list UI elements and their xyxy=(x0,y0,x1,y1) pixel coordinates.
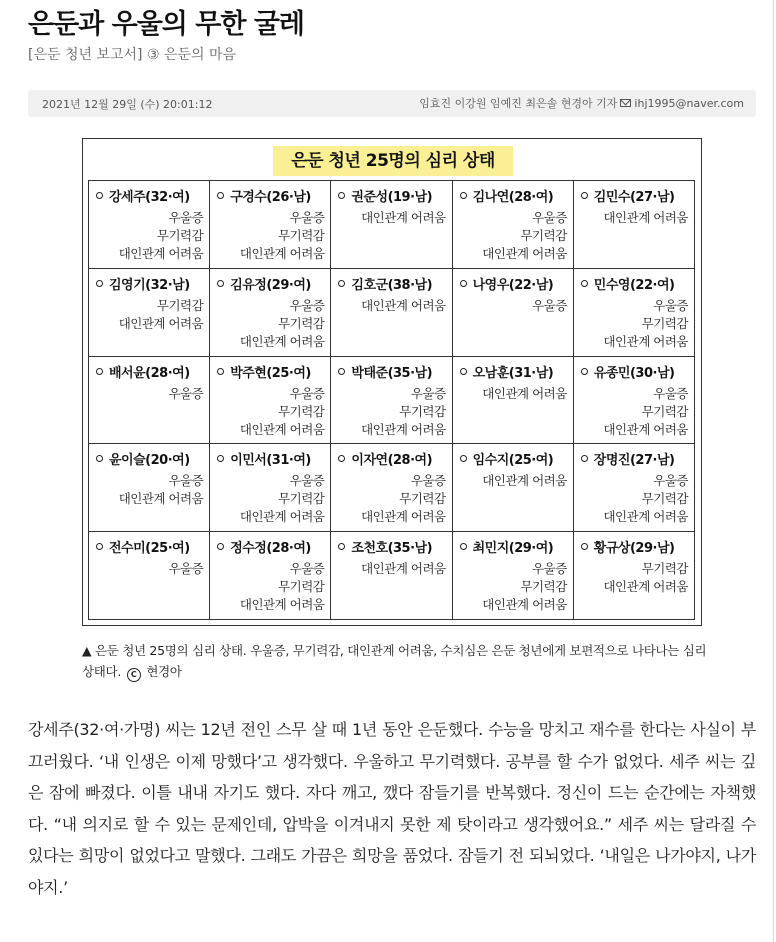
symptom-item: 대인관계 어려움 xyxy=(482,473,567,489)
person-name xyxy=(215,537,324,556)
person-cell xyxy=(89,357,210,445)
symptom-list xyxy=(336,472,445,526)
person-name xyxy=(336,274,445,293)
person-name-text: 박태준(35·남) xyxy=(351,365,433,381)
article-subtitle: [은둔 청년 보고서] ③ 은둔의 마음 xyxy=(28,47,237,63)
symptom-item: 대인관계 어려움 xyxy=(118,246,204,261)
symptom-item: 우울증 xyxy=(532,210,567,225)
figure-title: 은둔 청년 25명의 심리 상태 xyxy=(273,146,513,176)
symptom-item: 대인관계 어려움 xyxy=(361,509,446,525)
symptom-item: 우울증 xyxy=(289,473,325,489)
symptom-list xyxy=(94,560,203,578)
symptom-item: 우울증 xyxy=(289,297,325,313)
person-name-text: 나영우(22·남) xyxy=(472,277,554,293)
bullet-icon xyxy=(217,368,224,375)
symptom-item: 대인관계 어려움 xyxy=(239,509,325,525)
symptom-item: 우울증 xyxy=(532,297,567,313)
person-name xyxy=(94,537,203,556)
symptom-item: 우울증 xyxy=(653,385,688,401)
person-cell xyxy=(453,357,574,445)
bullet-icon xyxy=(338,280,345,287)
bullet-icon xyxy=(96,368,103,375)
symptom-item: 우울증 xyxy=(289,210,325,225)
person-name-text: 김민수(27·남) xyxy=(593,190,675,205)
person-name-text: 오남훈(31·남) xyxy=(472,365,554,381)
person-name xyxy=(215,274,324,293)
person-name-text: 임수지(25·여) xyxy=(472,453,554,469)
person-name xyxy=(458,537,567,556)
symptom-item: 우울증 xyxy=(532,561,567,577)
symptom-item: 무기력감 xyxy=(278,579,325,595)
person-cell xyxy=(453,181,574,269)
person-name xyxy=(94,449,203,468)
psych-state-figure xyxy=(82,138,702,626)
person-name xyxy=(336,449,445,468)
symptom-item: 우울증 xyxy=(653,297,688,313)
bullet-icon xyxy=(96,455,103,462)
psych-state-grid xyxy=(88,180,695,620)
reporter-email[interactable]: ihj1995@naver.com xyxy=(634,96,744,110)
person-name xyxy=(458,362,567,381)
person-name xyxy=(458,274,567,293)
symptom-item: 대인관계 어려움 xyxy=(482,597,567,613)
byline xyxy=(419,95,744,111)
symptom-item: 무기력감 xyxy=(278,315,325,331)
person-cell xyxy=(331,181,452,269)
person-name xyxy=(579,537,688,556)
symptom-item: 대인관계 어려움 xyxy=(482,246,567,261)
person-cell xyxy=(89,444,210,532)
bullet-icon xyxy=(96,543,103,550)
symptom-item: 무기력감 xyxy=(156,297,204,313)
symptom-list xyxy=(336,560,445,578)
bullet-icon xyxy=(460,192,467,199)
symptom-item: 무기력감 xyxy=(641,315,688,331)
person-cell xyxy=(574,181,695,269)
person-name-text: 강세주(32·여) xyxy=(109,190,190,205)
person-name-text: 최민지(29·여) xyxy=(472,541,554,557)
symptom-item: 대인관계 어려움 xyxy=(603,210,688,225)
bullet-icon xyxy=(217,192,224,199)
symptom-list xyxy=(215,560,324,614)
person-cell xyxy=(574,269,695,357)
publish-date: 2021년 12월 29일 (수) 20:01:12 xyxy=(42,98,213,111)
person-cell xyxy=(453,269,574,357)
symptom-item: 무기력감 xyxy=(278,403,325,419)
symptom-item: 대인관계 어려움 xyxy=(482,385,567,401)
bullet-icon xyxy=(460,543,467,550)
person-name-text: 정수정(28·여) xyxy=(230,541,311,557)
symptom-item: 우울증 xyxy=(168,385,204,401)
person-name xyxy=(215,362,324,381)
person-cell xyxy=(574,444,695,532)
person-name xyxy=(458,186,567,205)
symptom-item: 무기력감 xyxy=(641,491,688,507)
symptom-item: 대인관계 어려움 xyxy=(239,597,325,613)
person-name-text: 권준성(19·남) xyxy=(351,190,433,205)
person-name-text: 장명진(27·남) xyxy=(593,453,675,469)
person-cell xyxy=(89,181,210,269)
person-name xyxy=(336,362,445,381)
symptom-item: 무기력감 xyxy=(399,491,446,507)
person-name xyxy=(215,449,324,468)
person-name-text: 배서윤(28·여) xyxy=(109,365,190,381)
bullet-icon xyxy=(460,368,467,375)
bullet-icon xyxy=(338,455,345,462)
person-cell xyxy=(331,444,452,532)
symptom-item: 대인관계 어려움 xyxy=(361,561,446,577)
person-cell xyxy=(210,444,331,532)
bullet-icon xyxy=(581,280,588,287)
symptom-item: 무기력감 xyxy=(399,403,446,419)
bullet-icon xyxy=(581,455,588,462)
bullet-icon xyxy=(338,543,345,550)
symptom-list xyxy=(579,385,688,439)
copyright-icon: C xyxy=(127,668,141,682)
bullet-icon xyxy=(338,192,345,199)
person-name xyxy=(336,186,445,205)
symptom-item: 대인관계 어려움 xyxy=(361,421,446,437)
person-name-text: 이민서(31·여) xyxy=(230,453,311,469)
person-cell xyxy=(210,269,331,357)
symptom-item: 대인관계 어려움 xyxy=(361,297,446,313)
symptom-list xyxy=(215,297,324,351)
bullet-icon xyxy=(96,280,103,287)
symptom-list xyxy=(336,297,445,315)
symptom-list xyxy=(458,297,567,315)
symptom-list xyxy=(94,472,203,508)
person-name-text: 전수미(25·여) xyxy=(109,541,190,557)
symptom-list xyxy=(94,297,203,333)
person-cell xyxy=(210,357,331,445)
figure-caption xyxy=(82,640,708,682)
symptom-item: 대인관계 어려움 xyxy=(118,491,204,507)
person-name xyxy=(579,362,688,381)
symptom-list xyxy=(336,209,445,227)
bullet-icon xyxy=(338,368,345,375)
symptom-list xyxy=(579,297,688,351)
symptom-item: 우울증 xyxy=(168,210,204,225)
bullet-icon xyxy=(460,455,467,462)
symptom-item: 대인관계 어려움 xyxy=(603,579,688,595)
bullet-icon xyxy=(96,192,103,199)
symptom-item: 대인관계 어려움 xyxy=(118,315,204,331)
person-cell xyxy=(453,444,574,532)
symptom-item: 우울증 xyxy=(410,385,446,401)
person-cell xyxy=(574,532,695,620)
person-name-text: 김호군(38·남) xyxy=(351,277,433,293)
person-name-text: 박주현(25·여) xyxy=(230,365,311,381)
person-name xyxy=(336,537,445,556)
person-cell xyxy=(89,532,210,620)
person-cell xyxy=(331,269,452,357)
symptom-item: 무기력감 xyxy=(278,491,325,507)
bullet-icon xyxy=(217,543,224,550)
person-name-text: 민수영(22·여) xyxy=(593,277,675,293)
symptom-item: 무기력감 xyxy=(641,403,688,419)
article-meta-bar xyxy=(28,90,756,117)
symptom-list xyxy=(579,209,688,227)
person-name xyxy=(579,274,688,293)
person-name xyxy=(579,449,688,468)
person-name-text: 유종민(30·남) xyxy=(593,365,675,381)
symptom-item: 우울증 xyxy=(289,561,325,577)
person-name-text: 황규상(29·남) xyxy=(593,541,675,557)
symptom-item: 무기력감 xyxy=(520,579,567,595)
symptom-item: 우울증 xyxy=(653,473,688,489)
photo-credit: 현경아 xyxy=(146,664,182,679)
bullet-icon xyxy=(581,192,588,199)
symptom-item: 대인관계 어려움 xyxy=(603,509,688,525)
symptom-item: 무기력감 xyxy=(641,561,688,577)
symptom-list xyxy=(579,560,688,596)
person-cell xyxy=(331,357,452,445)
symptom-item: 대인관계 어려움 xyxy=(603,421,688,437)
symptom-item: 우울증 xyxy=(168,561,204,577)
person-name-text: 이자연(28·여) xyxy=(351,453,433,469)
symptom-item: 무기력감 xyxy=(520,228,567,243)
person-name-text: 김유정(29·여) xyxy=(230,277,311,293)
article-body: 강세주(32·여·가명) 씨는 12년 전인 스무 살 때 1년 동안 은둔했다. 수능을 망치고 재수를 한다는 사실이 부끄러웠다. ‘내 인생은 이제 망했다’고 생각했다. 우울하고 무기력했다. 공부를 할 수가 없었다. 세주 씨는 깊은 잠에 빠졌다. 이틀 내내 자기도 했다. 자다 깨고, 깼다 잠들기를 반복했다. 정신이 드는 순간에는 자책했다. “내 의지로 할 수 있는 문제인데, 압박을 이겨내지 못한 제 탓이라고 생각했어요.” 세주 씨는 달라질 수 있다는 희망이 없었다고 말했다. 그래도 가끔은 희망을 품었다. 잠들기 전 되뇌었다. ‘내일은 나가야지, 나가야지.’ xyxy=(28,720,756,897)
person-name-text: 구경수(26·남) xyxy=(230,190,311,205)
symptom-list xyxy=(336,385,445,439)
person-name-text: 김영기(32·남) xyxy=(109,277,190,293)
symptom-item: 대인관계 어려움 xyxy=(361,210,446,225)
reporter-names: 임효진 이강원 임예진 최은솔 현경아 기자 xyxy=(419,97,618,110)
person-name xyxy=(94,186,203,205)
symptom-list xyxy=(215,385,324,439)
bullet-icon xyxy=(217,280,224,287)
symptom-item: 대인관계 어려움 xyxy=(239,246,325,261)
bullet-icon xyxy=(581,543,588,550)
symptom-list xyxy=(458,560,567,614)
person-name xyxy=(94,274,203,293)
bullet-icon xyxy=(460,280,467,287)
person-name-text: 김나연(28·여) xyxy=(472,190,554,205)
symptom-item: 대인관계 어려움 xyxy=(239,421,325,437)
symptom-list xyxy=(458,472,567,490)
bullet-icon xyxy=(581,368,588,375)
caption-text: ▲ 은둔 청년 25명의 심리 상태. 우울증, 무기력감, 대인관계 어려움, 수치심은 은둔 청년에게 보편적으로 나타나는 심리 상태다. xyxy=(82,643,707,679)
article-title: 은둔과 우울의 무한 굴레 xyxy=(28,9,305,40)
person-name xyxy=(458,449,567,468)
person-name xyxy=(579,186,688,205)
symptom-item: 우울증 xyxy=(410,473,446,489)
symptom-item: 우울증 xyxy=(168,473,204,489)
person-name xyxy=(215,186,324,205)
symptom-item: 우울증 xyxy=(289,385,325,401)
symptom-list xyxy=(94,209,203,263)
page-divider xyxy=(773,0,774,942)
mail-icon xyxy=(620,99,631,107)
person-cell xyxy=(574,357,695,445)
symptom-item: 대인관계 어려움 xyxy=(239,333,325,349)
symptom-item: 무기력감 xyxy=(278,228,325,243)
person-cell xyxy=(331,532,452,620)
symptom-list xyxy=(458,209,567,263)
symptom-list xyxy=(579,472,688,526)
bullet-icon xyxy=(217,455,224,462)
person-name-text: 조천호(35·남) xyxy=(351,541,433,557)
person-name xyxy=(94,362,203,381)
person-cell xyxy=(210,532,331,620)
symptom-item: 대인관계 어려움 xyxy=(603,333,688,349)
symptom-list xyxy=(458,385,567,403)
symptom-list xyxy=(215,209,324,263)
person-cell xyxy=(89,269,210,357)
person-name-text: 윤이슬(20·여) xyxy=(109,453,190,469)
symptom-item: 무기력감 xyxy=(156,228,204,243)
symptom-list xyxy=(215,472,324,526)
symptom-list xyxy=(94,385,203,403)
person-cell xyxy=(453,532,574,620)
person-cell xyxy=(210,181,331,269)
